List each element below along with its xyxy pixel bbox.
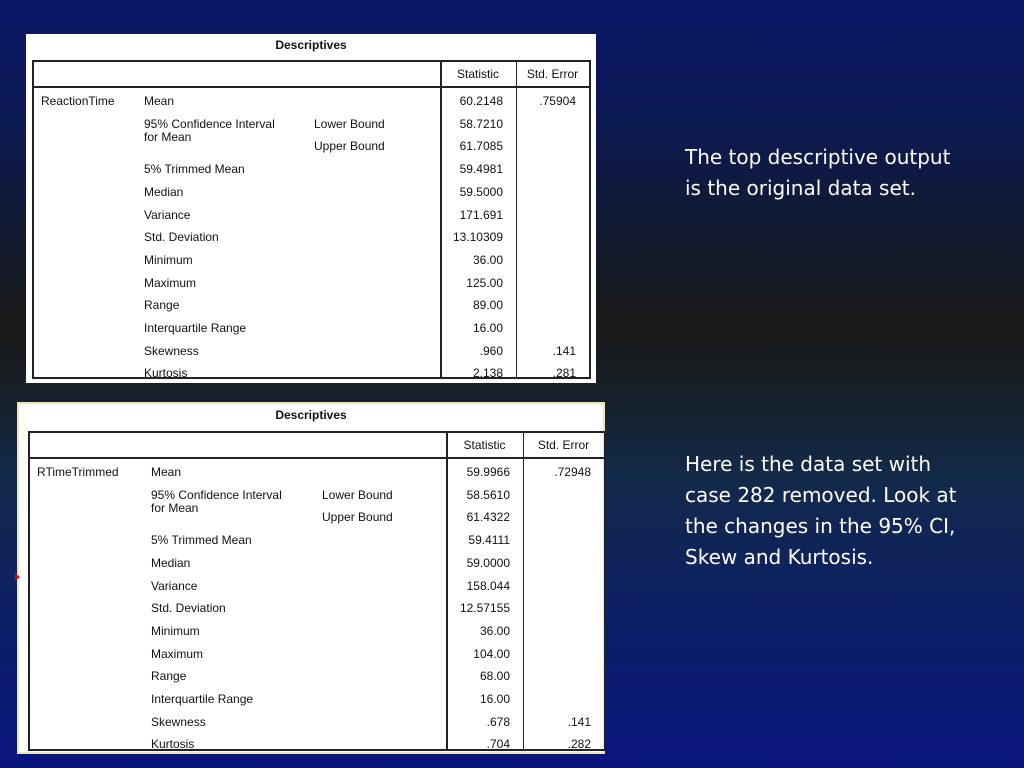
row-label: Mean bbox=[151, 465, 182, 479]
row-label: Std. Deviation bbox=[151, 601, 226, 616]
value-statistic: 59.4111 bbox=[468, 533, 510, 548]
row-sublabel: Lower Bound bbox=[314, 116, 385, 131]
row-label: Minimum bbox=[151, 623, 200, 638]
row-label: Interquartile Range bbox=[144, 321, 247, 335]
value-statistic: 125.00 bbox=[466, 275, 503, 290]
variable-name: RTimeTrimmed bbox=[37, 465, 119, 479]
value-statistic: .704 bbox=[486, 737, 510, 752]
table-title: Descriptives bbox=[275, 38, 347, 52]
row-label: Std. Deviation bbox=[144, 230, 219, 245]
row-sublabel: Upper Bound bbox=[322, 510, 393, 525]
row-label: Maximum bbox=[151, 646, 204, 661]
row-label: Kurtosis bbox=[151, 737, 195, 752]
row-label: Interquartile Range bbox=[151, 692, 254, 706]
row-label: Skewness bbox=[151, 714, 206, 729]
value-statistic: 59.9966 bbox=[466, 465, 510, 479]
row-label: Range bbox=[144, 298, 180, 313]
row-label: Minimum bbox=[144, 252, 193, 267]
value-statistic: 59.5000 bbox=[459, 184, 503, 199]
row-label: 95% Confidence Interval for Mean bbox=[151, 487, 282, 515]
value-statistic: 61.7085 bbox=[459, 139, 503, 154]
row-label: 5% Trimmed Mean bbox=[144, 162, 245, 177]
value-statistic: 61.4322 bbox=[466, 510, 510, 525]
row-sublabel: Upper Bound bbox=[314, 139, 385, 154]
row-label: 95% Confidence Interval for Mean bbox=[144, 116, 275, 144]
value-statistic: .960 bbox=[479, 343, 503, 358]
value-statistic: 60.2148 bbox=[459, 94, 503, 108]
value-statistic: 16.00 bbox=[472, 321, 503, 335]
value-statistic: 104.00 bbox=[473, 646, 510, 661]
row-label: Variance bbox=[151, 578, 198, 593]
value-std-error: .75904 bbox=[539, 94, 576, 108]
value-statistic: 171.691 bbox=[459, 207, 503, 222]
value-statistic: 59.0000 bbox=[466, 555, 510, 570]
value-std-error: .141 bbox=[567, 714, 591, 729]
variable-name: ReactionTime bbox=[41, 94, 115, 108]
value-statistic: 59.4981 bbox=[459, 162, 503, 177]
note-trimmed: Here is the data set with case 282 removed. Look at the changes in the 95% CI, Skew and Kurtosis. bbox=[685, 452, 957, 569]
descriptives-table bbox=[28, 431, 606, 751]
row-label: Mean bbox=[144, 94, 175, 108]
row-sublabel: Lower Bound bbox=[322, 487, 393, 502]
value-statistic: 158.044 bbox=[466, 578, 510, 593]
row-label: Skewness bbox=[144, 343, 199, 358]
column-divider bbox=[523, 433, 524, 749]
header-statistic: Statistic bbox=[463, 438, 506, 452]
row-label: Variance bbox=[144, 207, 191, 222]
row-label: Median bbox=[151, 555, 191, 570]
row-label: Median bbox=[144, 184, 184, 199]
header-std-error: Std. Error bbox=[526, 67, 579, 81]
value-std-error: .281 bbox=[552, 366, 576, 381]
row-label: Range bbox=[151, 669, 187, 684]
value-statistic: .678 bbox=[486, 714, 510, 729]
header-divider bbox=[30, 457, 604, 459]
value-statistic: 36.00 bbox=[472, 252, 503, 267]
value-std-error: .141 bbox=[552, 343, 576, 358]
value-statistic: 2.138 bbox=[472, 366, 503, 381]
value-statistic: 89.00 bbox=[472, 298, 503, 313]
descriptives-panel-original bbox=[26, 34, 596, 383]
value-std-error: .282 bbox=[567, 737, 591, 752]
table-title: Descriptives bbox=[275, 408, 347, 422]
value-std-error: .72948 bbox=[554, 465, 591, 479]
value-statistic: 16.00 bbox=[479, 692, 510, 706]
row-label: Maximum bbox=[144, 275, 197, 290]
value-statistic: 58.5610 bbox=[466, 487, 510, 502]
column-divider bbox=[516, 62, 517, 377]
row-label: Kurtosis bbox=[144, 366, 188, 381]
value-statistic: 36.00 bbox=[479, 623, 510, 638]
note-original: The top descriptive output is the original data set. bbox=[685, 145, 951, 200]
row-label: 5% Trimmed Mean bbox=[151, 533, 252, 548]
value-statistic: 68.00 bbox=[479, 669, 510, 684]
descriptives-table bbox=[32, 60, 591, 379]
header-statistic: Statistic bbox=[456, 67, 499, 81]
header-std-error: Std. Error bbox=[537, 438, 590, 452]
descriptives-panel-trimmed bbox=[17, 402, 605, 754]
header-divider bbox=[34, 86, 589, 88]
value-statistic: 13.10309 bbox=[452, 230, 503, 245]
value-statistic: 12.57155 bbox=[459, 601, 510, 616]
value-statistic: 58.7210 bbox=[459, 116, 503, 131]
pointer-marker-icon bbox=[15, 573, 20, 581]
